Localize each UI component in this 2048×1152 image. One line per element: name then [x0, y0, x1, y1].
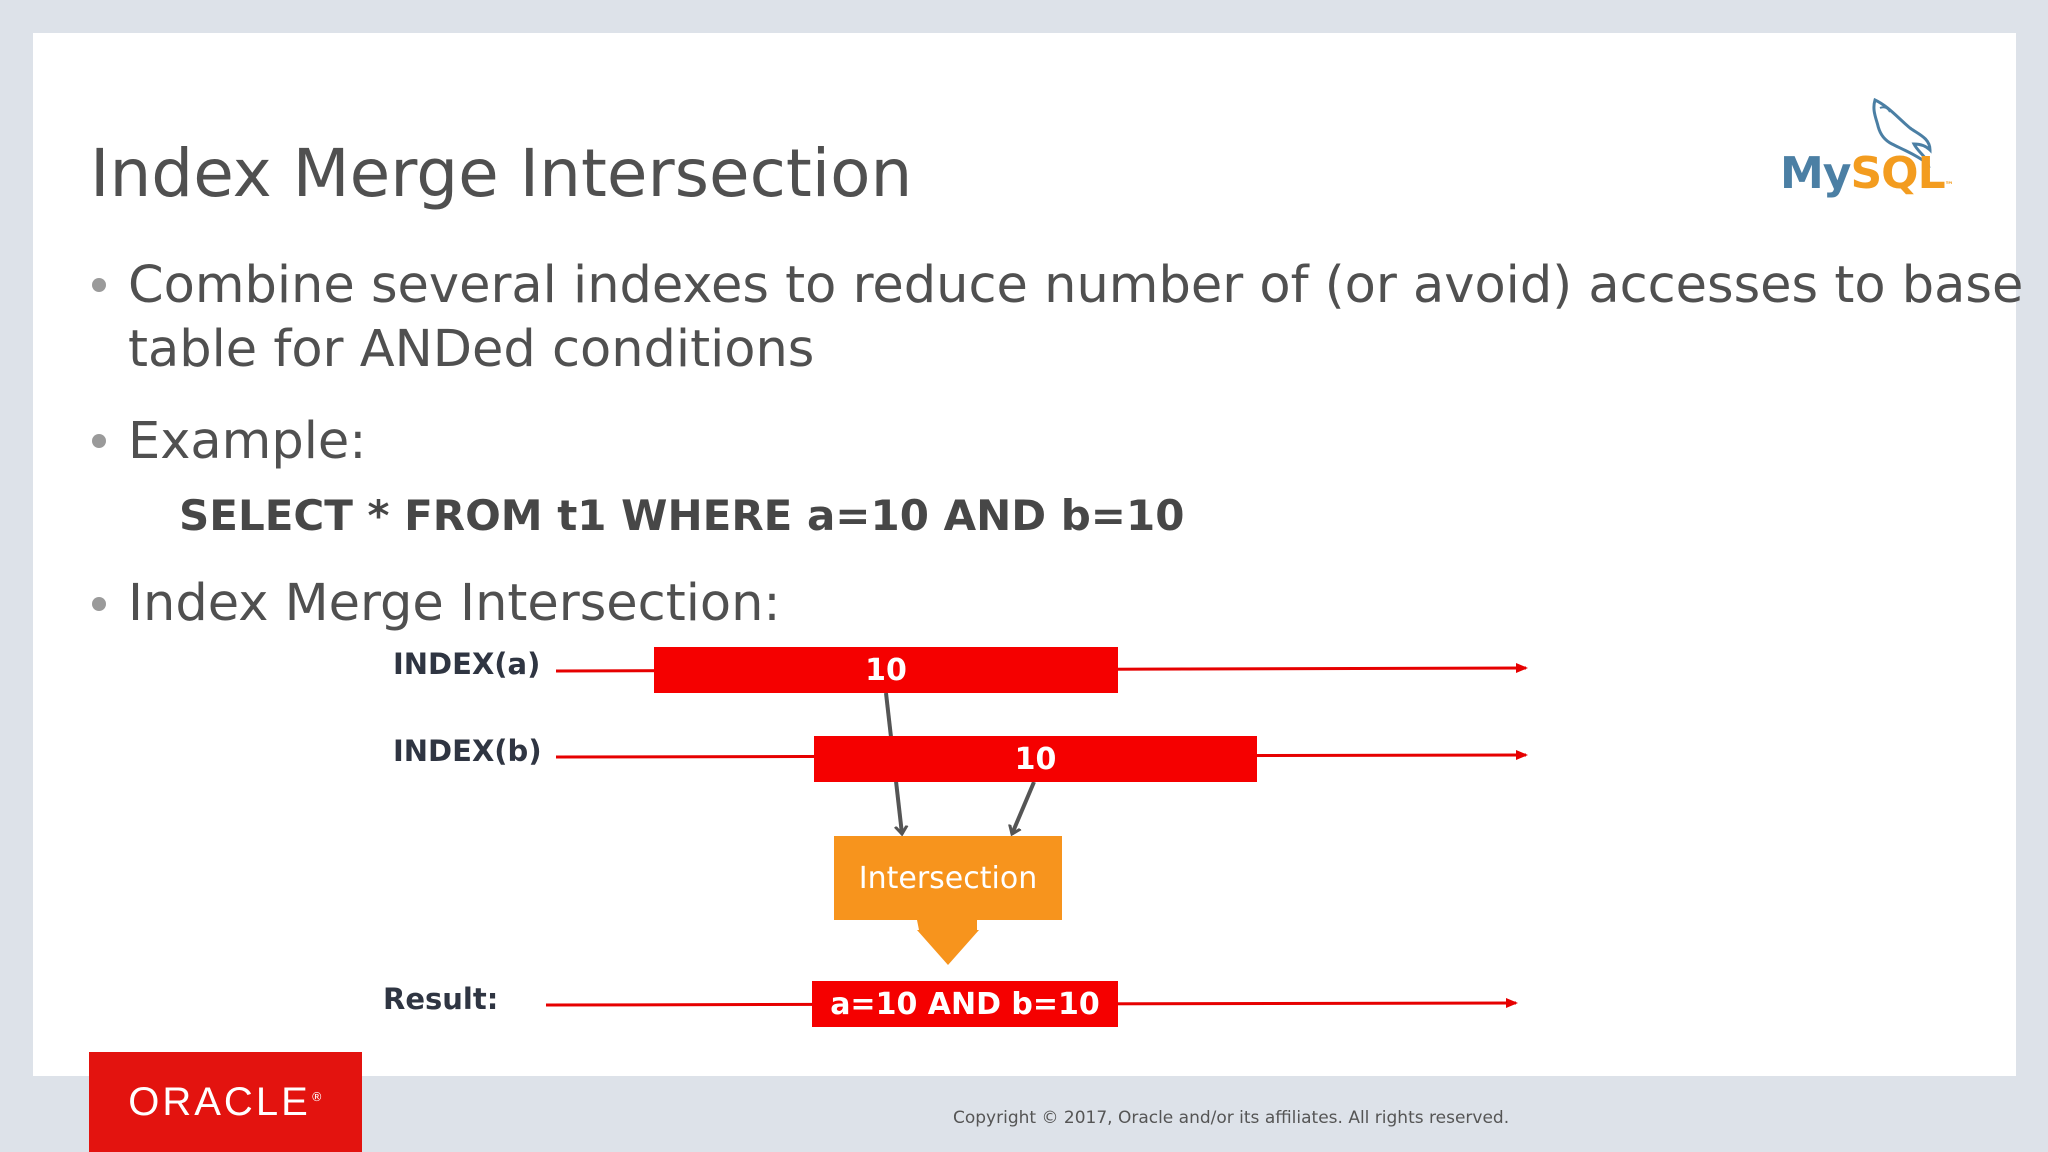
index-b-range-bar	[814, 736, 1257, 782]
intersection-down-arrow	[917, 920, 979, 965]
bullet-1-line-1: Combine several indexes to reduce number of (or avoid) accesses to base	[128, 256, 2024, 315]
intersection-box	[834, 836, 1062, 920]
copyright-notice: Copyright © 2017, Oracle and/or its affiliates. All rights reserved.	[953, 1108, 1510, 1128]
oracle-registered-mark: ®	[310, 1090, 323, 1104]
mysql-tm: ™	[1944, 181, 1953, 191]
oracle-logo	[89, 1052, 362, 1152]
result-bar	[812, 981, 1118, 1027]
arrow-b-to-intersection	[1012, 782, 1034, 834]
index-a-value: 10	[865, 652, 907, 688]
mysql-logo-sql: SQL	[1850, 148, 1945, 199]
mysql-logo-my: My	[1780, 148, 1851, 199]
intersection-label: Intersection	[858, 860, 1038, 896]
slide-title: Index Merge Intersection	[90, 135, 913, 212]
result-value: a=10 AND b=10	[830, 986, 1100, 1022]
index-b-label: INDEX(b)	[393, 734, 542, 768]
index-a-range-bar	[654, 647, 1118, 693]
index-a-label: INDEX(a)	[393, 647, 541, 681]
bullet-2: Example:	[128, 412, 367, 471]
bullet-1-line-2: table for ANDed conditions	[128, 320, 815, 379]
index-b-value: 10	[1014, 741, 1057, 777]
oracle-logo-text: ORACLE	[128, 1079, 311, 1124]
bullet-3: Index Merge Intersection:	[128, 574, 781, 633]
result-label: Result:	[383, 982, 499, 1016]
sql-example: SELECT * FROM t1 WHERE a=10 AND b=10	[179, 491, 1185, 540]
